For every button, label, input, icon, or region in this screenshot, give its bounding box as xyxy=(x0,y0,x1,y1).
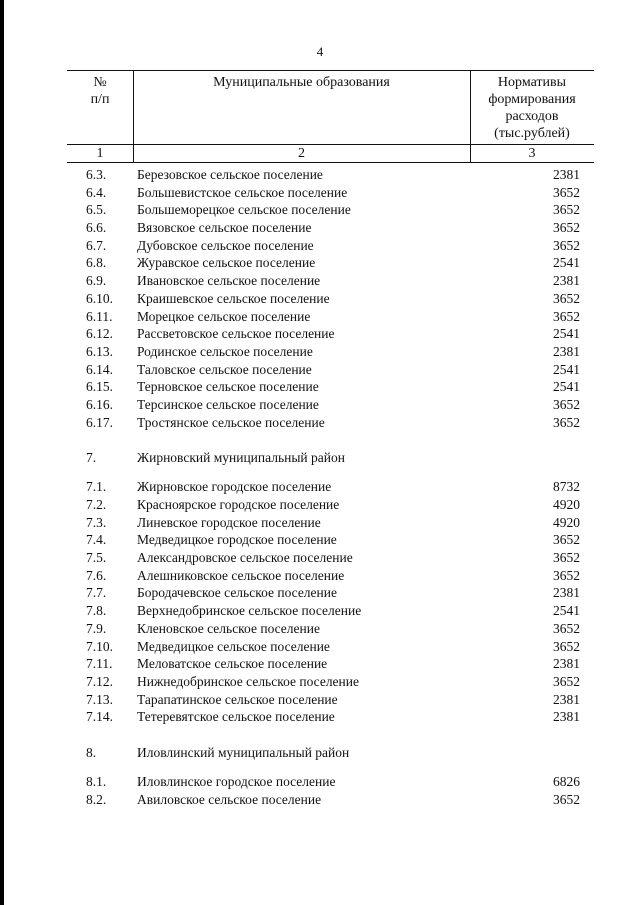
table-row xyxy=(0,272,640,290)
row-number: 7.10. xyxy=(86,638,113,654)
table-row xyxy=(0,166,640,184)
table-row xyxy=(0,549,640,567)
row-number: 6.13. xyxy=(86,343,113,359)
norm-value: 2381 xyxy=(553,709,580,725)
norm-value: 2541 xyxy=(553,326,580,342)
settlement-name: Рассветовское сельское поселение xyxy=(137,326,335,342)
row-number: 6.11. xyxy=(86,308,113,324)
row-number: 7.5. xyxy=(86,550,107,566)
table-row xyxy=(0,414,640,432)
page-number: 4 xyxy=(316,44,324,59)
table-row xyxy=(0,237,640,255)
settlement-name: Верхнедобринское сельское поселение xyxy=(137,603,362,619)
row-number: 7.7. xyxy=(86,585,107,601)
settlement-name: Большевистское сельское поселение xyxy=(137,184,348,200)
row-number: 7.14. xyxy=(86,709,113,725)
header-col-number-line1: № xyxy=(93,75,107,90)
settlement-name: Терновское сельское поселение xyxy=(137,379,319,395)
row-number: 6.5. xyxy=(86,202,107,218)
norm-value: 3652 xyxy=(553,620,580,636)
norm-value: 3652 xyxy=(553,567,580,583)
norm-value: 2381 xyxy=(553,585,580,601)
settlement-name: Медведицкое городское поселение xyxy=(137,532,337,548)
settlement-name: Ивановское сельское поселение xyxy=(137,273,321,289)
table-row xyxy=(0,308,640,326)
table-row xyxy=(0,201,640,219)
norm-value: 2541 xyxy=(553,361,580,377)
norm-value: 3652 xyxy=(553,673,580,689)
row-number: 6.10. xyxy=(86,290,113,306)
column-number-1: 1 xyxy=(96,146,104,161)
table-row xyxy=(0,396,640,414)
norm-value: 2381 xyxy=(553,691,580,707)
norm-value: 2381 xyxy=(553,273,580,289)
district-row-7 xyxy=(0,448,640,470)
settlement-name: Морецкое сельское поселение xyxy=(137,308,311,324)
row-number: 7.8. xyxy=(86,603,107,619)
header-col-norms-line3: расходов xyxy=(505,109,559,124)
settlement-name: Тетеревятское сельское поселение xyxy=(137,709,335,725)
header-col-norms-line4: (тыс.рублей) xyxy=(494,126,570,141)
header-col-norms-line2: формирования xyxy=(488,92,576,107)
norm-value: 3652 xyxy=(553,550,580,566)
norm-value: 8732 xyxy=(553,479,580,495)
row-number: 7.2. xyxy=(86,497,107,512)
norm-value: 3652 xyxy=(553,532,580,548)
table-row xyxy=(0,184,640,202)
table-row xyxy=(0,290,640,308)
settlement-name: Березовское сельское поселение xyxy=(137,167,323,182)
table-row xyxy=(0,602,640,620)
settlement-name: Жирновское городское поселение xyxy=(137,479,332,495)
header-col-norms-line1: Нормативы xyxy=(497,75,567,90)
table-row xyxy=(0,514,640,532)
table-row xyxy=(0,254,640,272)
norm-value: 4920 xyxy=(553,514,580,530)
table-row xyxy=(0,708,640,726)
row-number: 7.13. xyxy=(86,691,113,707)
column-number-2: 2 xyxy=(298,146,305,161)
header-col-norms xyxy=(470,74,594,142)
settlement-name: Терсинское сельское поселение xyxy=(137,396,319,412)
row-number: 7.6. xyxy=(86,567,107,583)
norm-value: 3652 xyxy=(553,396,580,412)
settlement-name: Кленовское сельское поселение xyxy=(137,620,320,636)
settlement-name: Таловское сельское поселение xyxy=(137,361,312,377)
norm-value: 3652 xyxy=(553,237,580,253)
row-number: 7.1. xyxy=(86,479,107,495)
table-row xyxy=(0,496,640,514)
settlement-name: Журавское сельское поселение xyxy=(137,255,316,271)
settlements-block-8 xyxy=(0,773,640,808)
row-number: 6.12. xyxy=(86,326,113,342)
settlement-name: Краишевское сельское поселение xyxy=(137,290,330,306)
column-number-3: 3 xyxy=(528,146,536,161)
norm-value: 3652 xyxy=(553,202,580,218)
settlement-name: Большеморецкое сельское поселение xyxy=(137,202,351,218)
row-number: 6.14. xyxy=(86,361,113,377)
table-row xyxy=(0,361,640,379)
norm-value: 2541 xyxy=(553,603,580,619)
table-row xyxy=(0,325,640,343)
settlement-name: Красноярское городское поселение xyxy=(137,497,340,512)
norm-value: 3652 xyxy=(553,791,580,807)
district-row-8 xyxy=(0,743,640,765)
norm-value: 6826 xyxy=(553,773,580,789)
row-number: 7.12. xyxy=(86,673,113,689)
settlement-name: Меловатское сельское поселение xyxy=(137,656,328,672)
norm-value: 2381 xyxy=(553,167,580,182)
spacer xyxy=(0,765,640,773)
norm-value: 3652 xyxy=(553,638,580,654)
header-col-number-line2: п/п xyxy=(90,92,110,107)
table-header xyxy=(67,70,594,163)
settlement-name: Дубовское сельское поселение xyxy=(137,237,314,253)
table-row xyxy=(0,219,640,237)
settlement-name: Линевское городское поселение xyxy=(137,514,321,530)
table-row xyxy=(0,584,640,602)
settlement-name: Бородачевское сельское поселение xyxy=(137,585,337,601)
norm-value: 2381 xyxy=(553,343,580,359)
header-col-number xyxy=(67,74,133,108)
row-number: 6.17. xyxy=(86,414,113,430)
table-row xyxy=(0,655,640,673)
table-body xyxy=(0,166,640,808)
district-number: 7. xyxy=(86,450,97,466)
district-name: Иловлинский муниципальный район xyxy=(137,744,350,760)
row-number: 6.6. xyxy=(86,220,107,236)
settlement-name: Авиловское сельское поселение xyxy=(137,791,322,807)
district-name: Жирновский муниципальный район xyxy=(137,450,345,466)
header-top-rule xyxy=(67,70,594,71)
table-row xyxy=(0,691,640,709)
row-number: 6.4. xyxy=(86,184,107,200)
settlement-name: Алешниковское сельское поселение xyxy=(137,567,345,583)
table-row xyxy=(0,378,640,396)
row-number: 6.16. xyxy=(86,396,113,412)
table-row xyxy=(0,343,640,361)
norm-value: 3652 xyxy=(553,184,580,200)
settlement-name: Иловлинское городское поселение xyxy=(137,773,336,789)
table-row xyxy=(0,478,640,496)
norm-value: 2541 xyxy=(553,379,580,395)
row-number: 7.11. xyxy=(86,656,113,672)
table-row xyxy=(0,773,640,791)
settlements-block-6 xyxy=(0,166,640,431)
spacer xyxy=(0,726,640,743)
row-number: 7.4. xyxy=(86,532,107,548)
table-row xyxy=(0,638,640,656)
header-col-municipality: Муниципальные образования xyxy=(213,75,390,90)
row-number: 8.1. xyxy=(86,773,107,789)
settlement-name: Александровское сельское поселение xyxy=(137,550,353,566)
norm-value: 2541 xyxy=(553,255,580,271)
table-row xyxy=(0,620,640,638)
row-number: 6.3. xyxy=(86,167,107,182)
row-number: 7.9. xyxy=(86,620,107,636)
row-number: 6.8. xyxy=(86,255,107,271)
table-row xyxy=(0,531,640,549)
norm-value: 3652 xyxy=(553,220,580,236)
settlement-name: Тарапатинское сельское поселение xyxy=(137,691,338,707)
norm-value: 2381 xyxy=(553,656,580,672)
settlement-name: Родинское сельское поселение xyxy=(137,343,313,359)
settlement-name: Тростянское сельское поселение xyxy=(137,414,325,430)
table-row xyxy=(0,567,640,585)
row-number: 6.15. xyxy=(86,379,113,395)
header-bottom-rule xyxy=(67,162,594,163)
settlement-name: Нижнедобринское сельское поселение xyxy=(137,673,359,689)
norm-value: 3652 xyxy=(553,308,580,324)
row-number: 6.9. xyxy=(86,273,107,289)
table-row xyxy=(0,791,640,809)
norm-value: 4920 xyxy=(553,497,580,512)
settlement-name: Медведицкое сельское поселение xyxy=(137,638,330,654)
spacer xyxy=(0,431,640,448)
norm-value: 3652 xyxy=(553,290,580,306)
row-number: 6.7. xyxy=(86,237,107,253)
spacer xyxy=(0,470,640,478)
norm-value: 3652 xyxy=(553,414,580,430)
table-row xyxy=(0,673,640,691)
row-number: 7.3. xyxy=(86,514,107,530)
settlements-block-7 xyxy=(0,478,640,726)
settlement-name: Вязовское сельское поселение xyxy=(137,220,312,236)
row-number: 8.2. xyxy=(86,791,107,807)
district-number: 8. xyxy=(86,744,97,760)
